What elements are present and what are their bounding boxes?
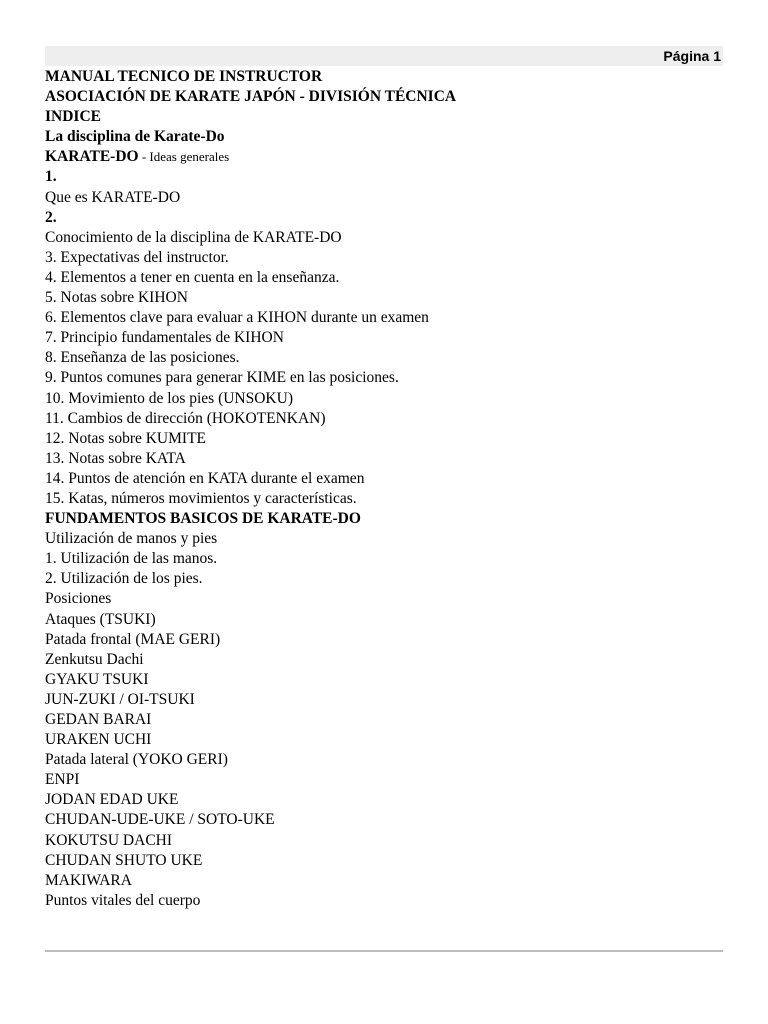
page-number: Página 1: [663, 48, 721, 64]
index-line: [45, 630, 723, 650]
line-text: MAKIWARA: [45, 871, 132, 889]
line-text: Posiciones: [45, 590, 112, 608]
index-line: [45, 810, 723, 830]
line-text: Utilización de manos y pies: [45, 530, 218, 548]
heading-line: [45, 87, 723, 107]
line-text: 1.: [45, 168, 57, 186]
index-line: [45, 710, 723, 730]
index-line: [45, 730, 723, 750]
line-text: 15. Katas, números movimientos y características.: [45, 489, 357, 507]
line-text: 2. Utilización de los pies.: [45, 570, 203, 588]
line-text: KOKUTSU DACHI: [45, 831, 173, 849]
index-line: [45, 248, 723, 268]
index-line: [45, 449, 723, 469]
index-line: [45, 469, 723, 489]
line-text: INDICE: [45, 108, 101, 126]
heading-line: [45, 147, 723, 167]
line-text: 10. Movimiento de los pies (UNSOKU): [45, 389, 293, 407]
line-text: 8. Enseñanza de las posiciones.: [45, 349, 240, 367]
line-text: 11. Cambios de dirección (HOKOTENKAN): [45, 409, 326, 427]
line-text: 14. Puntos de atención en KATA durante el examen: [45, 469, 365, 487]
footer-divider: [45, 950, 723, 952]
line-subtitle: - Ideas generales: [138, 149, 230, 165]
line-text: JUN-ZUKI / OI-TSUKI: [45, 690, 195, 708]
line-text: KARATE-DO: [45, 148, 139, 166]
line-text: JODAN EDAD UKE: [45, 791, 179, 809]
line-text: 6. Elementos clave para evaluar a KIHON durante un examen: [45, 309, 429, 327]
heading-line: [45, 107, 723, 127]
index-line: [45, 851, 723, 871]
index-line: [45, 670, 723, 690]
line-text: URAKEN UCHI: [45, 731, 152, 749]
line-text: ASOCIACIÓN DE KARATE JAPÓN - DIVISIÓN TÉCNICA: [45, 88, 457, 106]
index-line: [45, 188, 723, 208]
line-text: Patada frontal (MAE GERI): [45, 630, 221, 648]
line-text: CHUDAN SHUTO UKE: [45, 851, 203, 869]
line-text: MANUAL TECNICO DE INSTRUCTOR: [45, 68, 323, 85]
line-text: 7. Principio fundamentales de KIHON: [45, 329, 284, 347]
index-line: [45, 790, 723, 810]
index-line: [45, 750, 723, 770]
index-line: [45, 228, 723, 248]
index-line: [45, 589, 723, 609]
heading-line: [45, 509, 723, 529]
line-text: Zenkutsu Dachi: [45, 650, 144, 668]
document-body: [45, 67, 723, 911]
line-text: GYAKU TSUKI: [45, 670, 149, 688]
line-text: 5. Notas sobre KIHON: [45, 289, 188, 307]
line-text: FUNDAMENTOS BASICOS DE KARATE-DO: [45, 510, 361, 528]
line-text: La disciplina de Karate-Do: [45, 128, 225, 146]
line-text: Puntos vitales del cuerpo: [45, 891, 201, 909]
line-text: 12. Notas sobre KUMITE: [45, 429, 207, 447]
line-text: 4. Elementos a tener en cuenta en la enseñanza.: [45, 268, 340, 286]
index-line: [45, 871, 723, 891]
line-text: Que es KARATE-DO: [45, 188, 181, 206]
index-line: [45, 770, 723, 790]
index-line: [45, 389, 723, 409]
heading-line: [45, 208, 723, 228]
index-line: [45, 831, 723, 851]
index-line: [45, 569, 723, 589]
index-line: [45, 650, 723, 670]
index-line: [45, 489, 723, 509]
heading-line: [45, 167, 723, 187]
line-text: GEDAN BARAI: [45, 711, 152, 728]
index-line: [45, 268, 723, 288]
index-line: [45, 610, 723, 630]
heading-line: [45, 67, 723, 87]
line-text: Ataques (TSUKI): [45, 610, 156, 628]
index-line: [45, 529, 723, 549]
line-text: 13. Notas sobre KATA: [45, 449, 186, 467]
page-header: [45, 46, 723, 66]
index-line: [45, 409, 723, 429]
index-line: [45, 891, 723, 911]
index-line: [45, 429, 723, 449]
line-text: Patada lateral (YOKO GERI): [45, 751, 228, 769]
line-text: Conocimiento de la disciplina de KARATE-DO: [45, 228, 342, 246]
index-line: [45, 328, 723, 348]
line-text: 1. Utilización de las manos.: [45, 550, 218, 568]
line-text: ENPI: [45, 771, 80, 789]
index-line: [45, 690, 723, 710]
heading-line: [45, 127, 723, 147]
index-line: [45, 368, 723, 388]
line-text: 9. Puntos comunes para generar KIME en las posiciones.: [45, 369, 399, 387]
index-line: [45, 549, 723, 569]
index-line: [45, 348, 723, 368]
line-text: 2.: [45, 208, 57, 226]
index-line: [45, 288, 723, 308]
index-line: [45, 308, 723, 328]
line-text: 3. Expectativas del instructor.: [45, 248, 229, 266]
line-text: CHUDAN-UDE-UKE / SOTO-UKE: [45, 811, 275, 829]
